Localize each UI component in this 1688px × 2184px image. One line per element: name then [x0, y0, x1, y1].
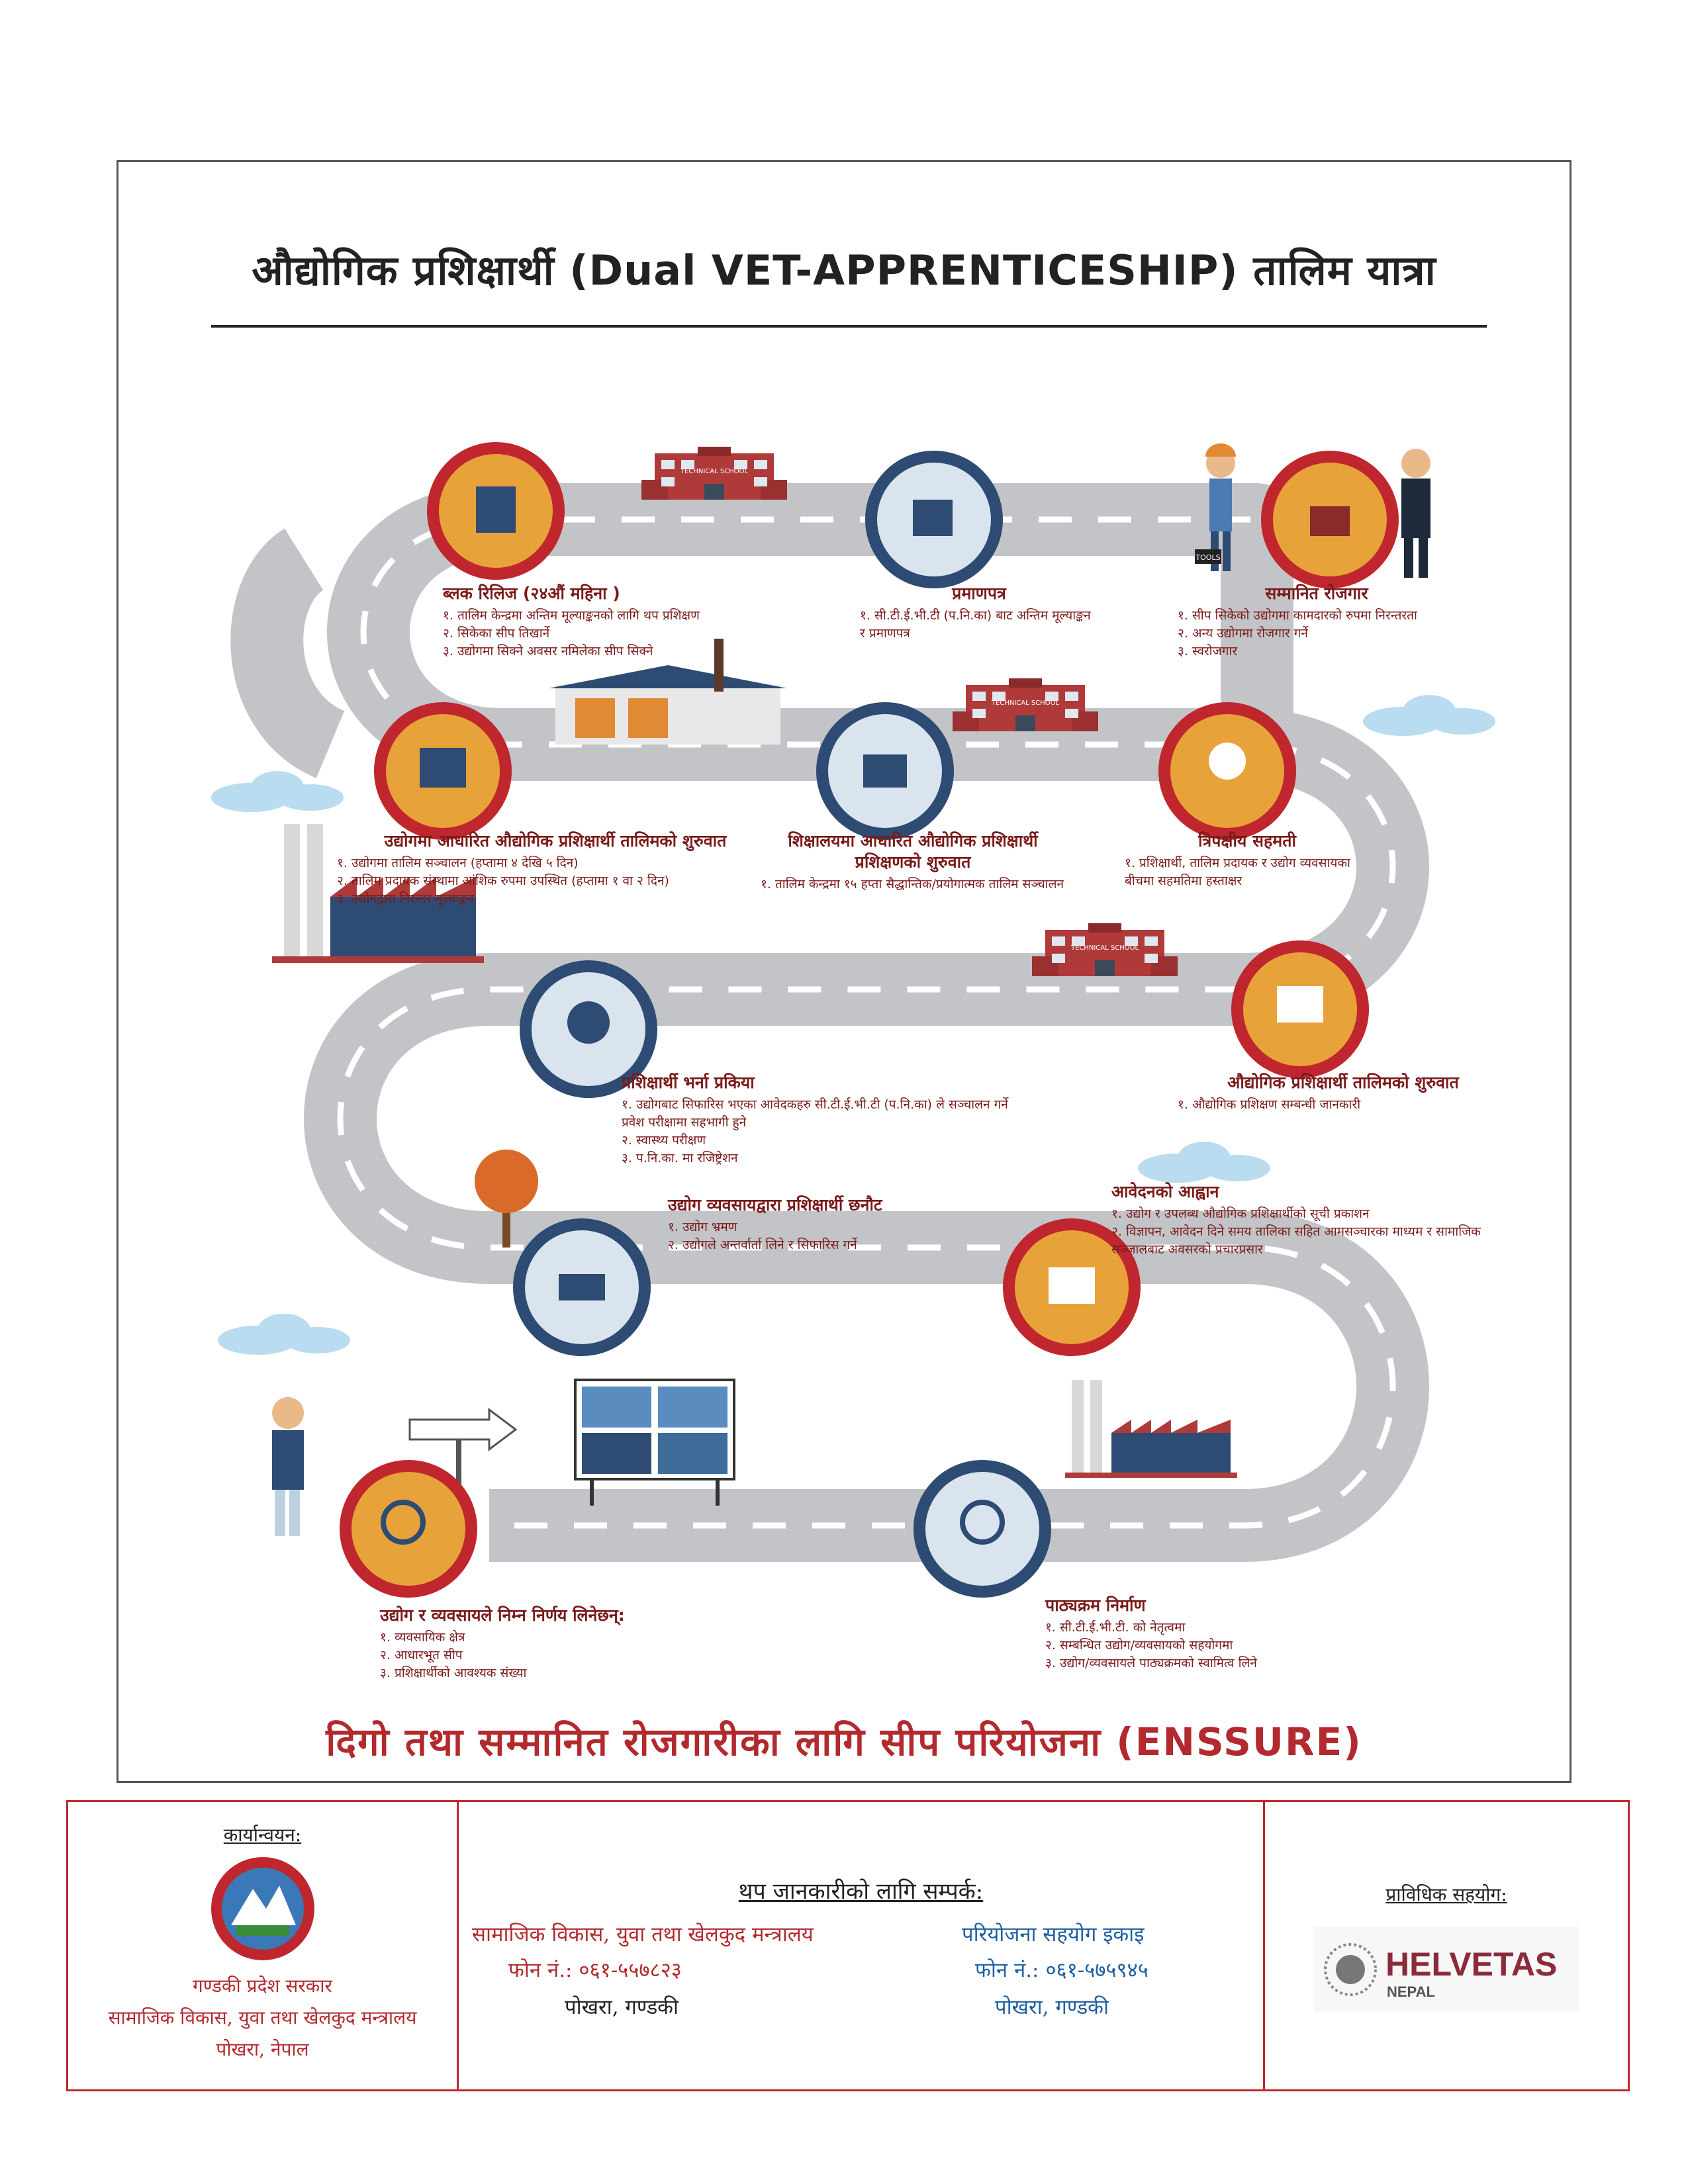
stage-title: प्रमाणपत्र	[952, 584, 1006, 603]
factory-illustration-2	[1065, 1380, 1237, 1478]
gov-province: गण्डकी प्रदेश सरकार	[192, 1975, 333, 1997]
nepal-government-emblem	[190, 1852, 336, 1965]
stage-school-training-start: शिक्षालयमा आधारित औद्योगिक प्रशिक्षार्थी प्रशिक्षणको शुरुवात १. तालिम केन्द्रमा १५ हप्ता सैद्धान्तिक/प्रयोगात्मक तालिम सञ्चालन	[761, 831, 1064, 891]
pcu-location: पोखरा, गण्डकी	[995, 1995, 1109, 2019]
stage-apprentice-training-start: औद्योगिक प्रशिक्षार्थी तालिमको शुरुवात १. औद्योगिक प्रशिक्षण सम्बन्धी जानकारी	[1178, 1072, 1509, 1114]
tech-support-label: प्राविधिक सहयोग:	[1385, 1884, 1507, 1905]
stage-industry-selection: उद्योग व्यवसायद्वारा प्रशिक्षार्थी छनौट १. उद्योग भ्रमण २. उद्योगले अन्तर्वार्ता लिने र सिफारिस गर्ने	[668, 1195, 1039, 1254]
ministry-name: सामाजिक विकास, युवा तथा खेलकुद मन्त्रालय	[472, 1923, 814, 1946]
helvetas-sub: NEPAL	[1387, 1983, 1435, 2000]
stage-industry-decisions: उद्योग र व्यवसायले निम्न निर्णय लिनेछन्: १. व्यवसायिक क्षेत्र २. आधारभूत सीप ३. प्रशिक्षार्थीको आवश्यक संख्या	[380, 1605, 777, 1682]
road-illustration: TECHNICAL SCHOOL TOOLS	[118, 162, 1573, 1785]
stage-call-for-applications: आवेदनको आह्वान १. उद्योग र उपलब्ध औद्योगिक प्रशिक्षार्थीको सूची प्रकाशन २. विज्ञापन, आवेदन दिने समय तालिका सहित आमसञ्चारका माध्यम र सामाजिक सञ्जालबाट अवसरको प्रचारप्रसार	[1111, 1181, 1509, 1259]
stage-icon-decision	[346, 1466, 471, 1592]
stage-title: प्रशिक्षार्थी भर्ना प्रकिया	[622, 1073, 755, 1092]
stage-icon-industry-training	[380, 708, 506, 834]
helvetas-name: HELVETAS	[1385, 1946, 1558, 1983]
stage-title: उद्योगमा आधारित औद्योगिक प्रशिक्षार्थी तालिमको शुरुवात	[384, 831, 727, 850]
stage-icon-school-training	[822, 708, 948, 834]
stage-title: सम्मानित रोजगार	[1265, 584, 1368, 603]
poster	[117, 160, 1571, 1783]
stage-icon-tripartite	[1164, 708, 1290, 834]
more-info-heading: थप जानकारीको लागि सम्पर्क:	[738, 1878, 984, 1905]
implementation-column	[68, 1802, 459, 2089]
stage-title: पाठ्यक्रम निर्माण	[1045, 1596, 1146, 1615]
stage-certificate: प्रमाणपत्र १. सी.टी.ई.भी.टी (प.नि.का) बाट अन्तिम मूल्याङ्कन र प्रमाणपत्र	[860, 583, 1098, 643]
stage-title: ब्लक रिलिज (२४औं महिना )	[443, 584, 620, 603]
stage-title: शिक्षालयमा आधारित औद्योगिक प्रशिक्षार्थी प्रशिक्षणको शुरुवात	[788, 831, 1038, 872]
stage-title: आवेदनको आह्वान	[1111, 1182, 1219, 1201]
contact-info-column	[459, 1802, 1265, 2089]
stage-title: त्रिपक्षीय सहमती	[1198, 831, 1296, 850]
stage-icon-certificate	[871, 457, 997, 582]
stage-icon-selection	[519, 1224, 645, 1350]
stage-title: औद्योगिक प्रशिक्षार्थी तालिमको शुरुवात	[1227, 1073, 1459, 1092]
young-man-figure	[272, 1397, 304, 1536]
stage-icon-curriculum	[919, 1466, 1045, 1592]
globe-icon	[1321, 1940, 1380, 1999]
implementation-label: कार्यान्वयन:	[223, 1824, 302, 1846]
gov-location: पोखरा, नेपाल	[216, 2038, 309, 2060]
pcu-phone: फोन नं.: ०६१-५७५९४५	[975, 1958, 1149, 1982]
contact-box	[66, 1800, 1630, 2091]
poster-title: औद्योगिक प्रशिक्षार्थी (Dual VET-APPRENTICESHIP) तालिम यात्रा	[252, 246, 1436, 295]
tech-support-column	[1265, 1802, 1628, 2089]
stage-title: उद्योग व्यवसायद्वारा प्रशिक्षार्थी छनौट	[668, 1195, 882, 1214]
stage-industry-training-start: उद्योगमा आधारित औद्योगिक प्रशिक्षार्थी तालिमको शुरुवात १. उद्योगमा तालिम सञ्चालन (हप्तामा ४ देखि ५ दिन) २. तालिम प्रदायक संस्थामा आंशिक रुपमा उपस्थित (हप्तामा १ वा २ दिन) ३. उद्योगद्वारा निरन्तर मूल्याङ्कन	[337, 831, 774, 908]
project-title: दिगो तथा सम्मानित रोजगारीका लागि सीप परियोजना (ENSSURE)	[326, 1719, 1362, 1764]
businessman-figure	[1401, 449, 1430, 578]
stage-enrollment-process: प्रशिक्षार्थी भर्ना प्रकिया १. उद्योगबाट सिफारिस भएका आवेदकहरु सी.टी.ई.भी.टी (प.नि.का) ले सञ्चालन गर्ने प्रवेश परीक्षामा सहभागी हुने २. स्वास्थ्य परीक्षण ३. प.नि.का. मा रजिष्ट्रेशन	[622, 1072, 1032, 1167]
ministry-location: पोखरा, गण्डकी	[565, 1995, 679, 2019]
stage-icon-apprentice-start	[1237, 946, 1363, 1072]
stage-icon-block-release	[433, 448, 559, 574]
gov-ministry: सामाजिक विकास, युवा तथा खेलकुद मन्त्रालय	[108, 2007, 417, 2028]
helvetas-logo	[1314, 1927, 1579, 2013]
stage-title: उद्योग र व्यवसायले निम्न निर्णय लिनेछन्:	[380, 1606, 625, 1625]
stage-tripartite-agreement: त्रिपक्षीय सहमती १. प्रशिक्षार्थी, तालिम प्रदायक र उद्योग व्यवसायका बीचमा सहमतिमा हस्ताक्षर	[1125, 831, 1370, 890]
stage-icon-employment	[1267, 457, 1393, 582]
stage-respected-employment: सम्मानित रोजगार १. सीप सिकेको उद्योगमा कामदारको रुपमा निरन्तरता २. अन्य उद्योगमा रोजगार गर्ने ३. स्वरोजगार	[1178, 583, 1456, 660]
stage-curriculum-development: पाठ्यक्रम निर्माण १. सी.टी.ई.भी.टी. को नेतृत्वमा २. सम्बन्धित उद्योग/व्यवसायको सहयोगमा ३. उद्योग/व्यवसायले पाठ्यक्रमको स्वामित्व लिने	[1045, 1595, 1416, 1672]
stage-block-release: ब्लक रिलिज (२४औं महिना ) १. तालिम केन्द्रमा अन्तिम मूल्याङ्कनको लागि थप प्रशिक्षण २. सिकेका सीप तिखार्ने ३. उद्योगमा सिक्ने अवसर नमिलेका सीप सिक्ने	[443, 583, 761, 660]
ministry-phone: फोन नं.: ०६१-५५७८२३	[508, 1958, 682, 1982]
pcu-name: परियोजना सहयोग इकाइ	[962, 1923, 1145, 1946]
tools-label: TOOLS	[1196, 553, 1221, 562]
